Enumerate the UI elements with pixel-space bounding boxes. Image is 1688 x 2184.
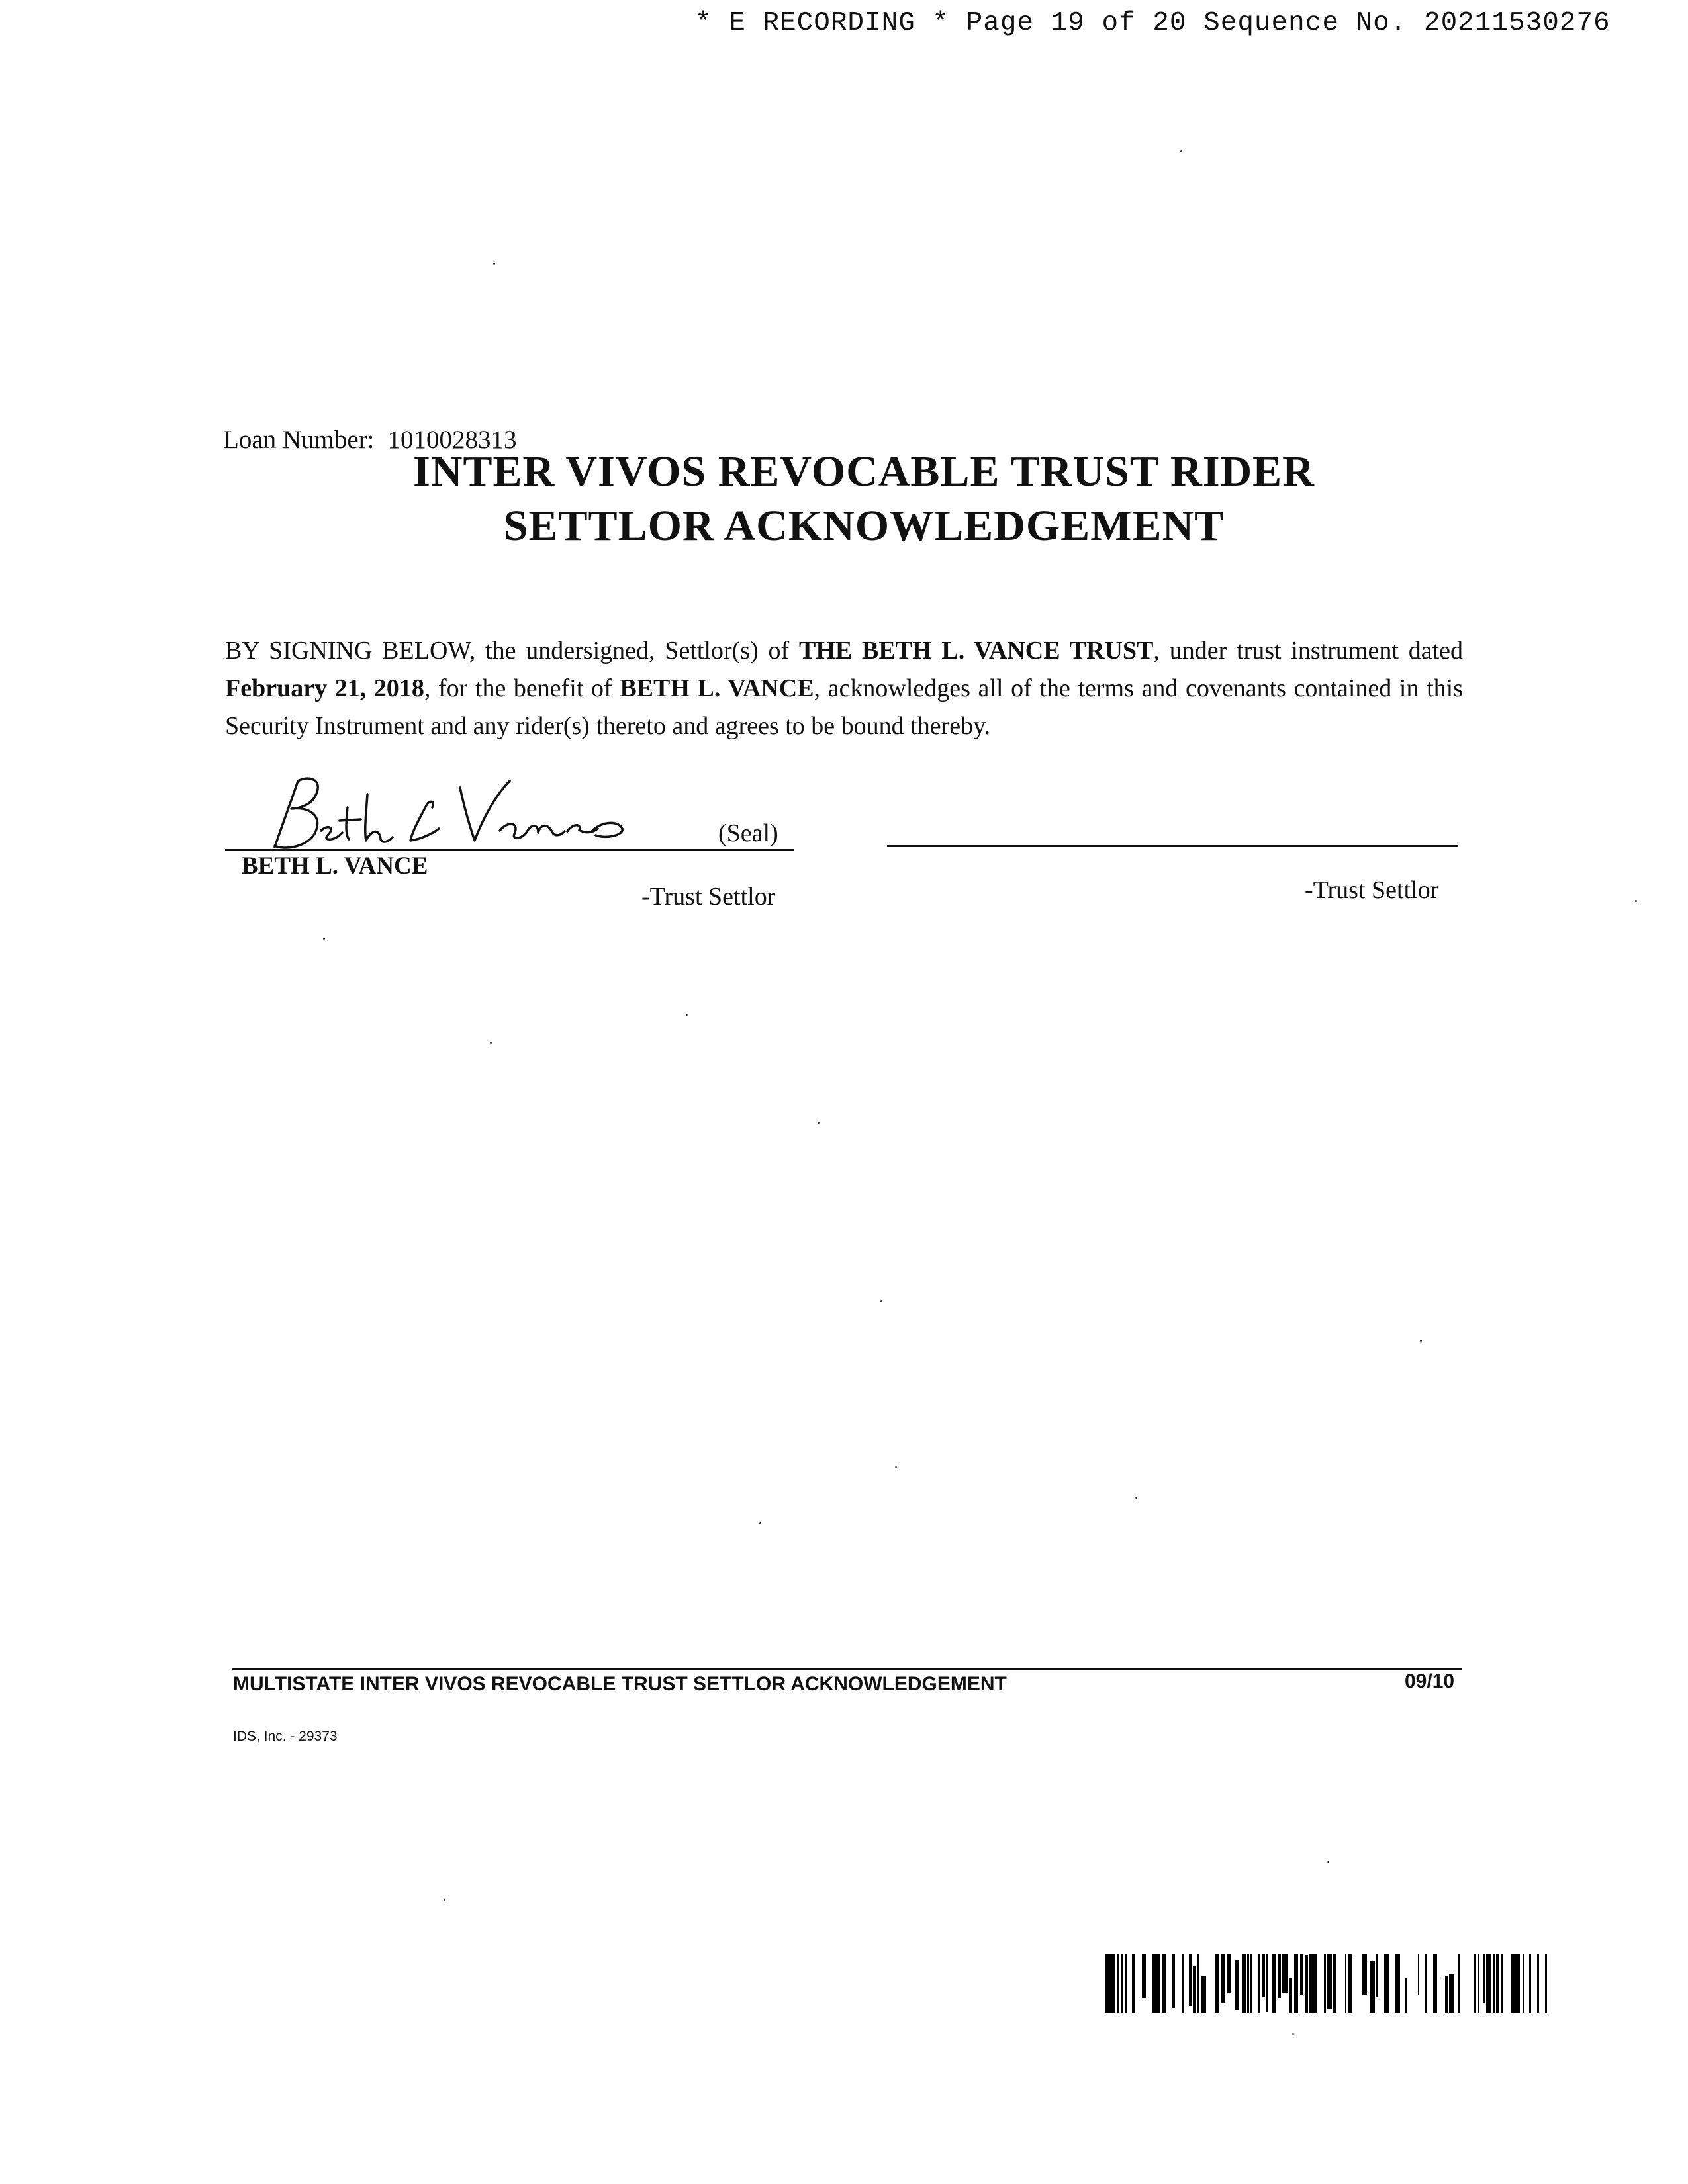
- barcode-bar: [1294, 1954, 1298, 2013]
- barcode-bar: [1545, 1954, 1547, 2013]
- barcode-bar: [1370, 1961, 1375, 2013]
- barcode-bar: [1425, 1954, 1427, 2013]
- barcode-bar: [1345, 1954, 1346, 2013]
- barcode-bar: [1250, 1954, 1252, 2013]
- barcode-bar: [1474, 1954, 1476, 2013]
- scan-speck: [895, 1466, 897, 1468]
- paragraph-text-1: BY SIGNING BELOW, the undersigned, Settlor(s) of: [225, 637, 799, 664]
- barcode-bar: [1327, 1954, 1332, 2009]
- recording-header: * E RECORDING * Page 19 of 20 Sequence No. 20211530276: [695, 8, 1611, 38]
- barcode-bar: [1395, 1954, 1400, 2013]
- document-title-line-2: SETTLOR ACKNOWLEDGEMENT: [503, 502, 1225, 550]
- barcode-bar: [1445, 1976, 1448, 2013]
- loan-number-value: 1010028313: [387, 426, 517, 454]
- handwritten-signature: [261, 768, 645, 860]
- barcode-bar: [1501, 1954, 1503, 2013]
- footer-ids-number: IDS, Inc. - 29373: [233, 1729, 338, 1744]
- scan-speck: [444, 1899, 445, 1901]
- barcode-bar: [1376, 1954, 1378, 1997]
- paragraph-text-2: , under trust instrument dated: [1153, 637, 1463, 664]
- barcode-bar: [1418, 1954, 1419, 1995]
- barcode-bar: [1493, 1954, 1495, 2013]
- scan-speck: [1135, 1497, 1137, 1499]
- barcode-bar: [1350, 1954, 1352, 2013]
- barcode-bar: [1215, 1954, 1219, 2013]
- barcode-bar: [1537, 1954, 1539, 2013]
- seal-label: (Seal): [718, 819, 778, 847]
- barcode-bar: [1282, 1954, 1288, 1993]
- footer-rule: [232, 1668, 1462, 1670]
- barcode-bar: [1242, 1954, 1246, 2013]
- barcode-bar: [1289, 1978, 1292, 2013]
- trust-settlor-label-left: -Trust Settlor: [641, 883, 776, 911]
- barcode-bar: [1193, 1966, 1196, 2013]
- scan-speck: [759, 1522, 761, 1524]
- barcode-bar: [1348, 1954, 1350, 2013]
- barcode-bar: [1309, 1954, 1315, 2013]
- footer-form-title: MULTISTATE INTER VIVOS REVOCABLE TRUST SETTLOR ACKNOWLEDGEMENT: [233, 1673, 1007, 1695]
- barcode-bar: [1235, 1960, 1239, 2010]
- paragraph-text-4: , acknowledges all of the terms and covenants contained in this Security Instrument and any rider(s) thereto and agrees to be bound thereby.: [225, 674, 1463, 740]
- barcode-bar: [1258, 1954, 1260, 2013]
- barcode-bar: [1125, 1954, 1127, 2013]
- barcode-bar: [1305, 1955, 1308, 2013]
- trust-date: February 21, 2018: [225, 674, 424, 702]
- trust-settlor-label-right: -Trust Settlor: [1305, 876, 1439, 904]
- barcode-icon: [1105, 1954, 1556, 2013]
- scan-speck: [490, 1042, 492, 1044]
- barcode-bar: [1121, 1954, 1123, 2013]
- barcode-bar: [1300, 1954, 1303, 1995]
- scan-speck: [818, 1122, 820, 1124]
- scan-speck: [880, 1300, 882, 1302]
- trust-name: THE BETH L. VANCE TRUST: [798, 637, 1154, 664]
- scan-speck: [1420, 1340, 1422, 1342]
- barcode-bar: [1162, 1954, 1164, 2013]
- barcode-bar: [1227, 1954, 1231, 1993]
- acknowledgement-paragraph: [225, 632, 1463, 745]
- barcode-bar: [1529, 1954, 1531, 2013]
- scan-speck: [1180, 150, 1182, 152]
- barcode-bar: [1154, 1954, 1160, 2013]
- barcode-bar: [1272, 1954, 1276, 2013]
- barcode-bar: [1433, 1954, 1437, 2013]
- barcode-bar: [1523, 1954, 1524, 2013]
- barcode-bar: [1105, 1954, 1115, 2013]
- barcode-bar: [1486, 1954, 1491, 2013]
- signature-line-right: [887, 845, 1458, 847]
- signature-line-left: [225, 849, 794, 851]
- barcode-bar: [1324, 1954, 1326, 2013]
- barcode-bar: [1278, 1954, 1281, 1998]
- barcode-bar: [1315, 1954, 1317, 2013]
- scan-speck: [686, 1014, 688, 1016]
- signer-name: BETH L. VANCE: [242, 852, 428, 880]
- barcode-bar: [1458, 1954, 1460, 2013]
- barcode-bar: [1511, 1954, 1520, 2013]
- barcode-bar: [1189, 1954, 1192, 2006]
- document-title-line-1: INTER VIVOS REVOCABLE TRUST RIDER: [413, 447, 1315, 496]
- barcode-bar: [1362, 1954, 1367, 1995]
- footer-form-code: 09/10: [1405, 1670, 1455, 1692]
- barcode-bar: [1262, 1954, 1265, 1997]
- barcode-bar: [1152, 1954, 1154, 2013]
- scan-speck: [323, 938, 325, 940]
- barcode-bar: [1164, 1954, 1166, 2013]
- barcode-bar: [1132, 1954, 1135, 2013]
- barcode-bar: [1333, 1954, 1336, 2013]
- barcode-bar: [1496, 1954, 1499, 2013]
- barcode-bar: [1172, 1954, 1175, 2008]
- barcode-bar: [1384, 1954, 1389, 2013]
- loan-number-label: Loan Number:: [223, 426, 375, 454]
- barcode-bar: [1483, 1954, 1485, 2003]
- paragraph-text-3: , for the benefit of: [424, 674, 620, 702]
- barcode-bar: [1221, 1954, 1225, 2003]
- scan-speck: [1635, 900, 1637, 902]
- barcode-bar: [1117, 1954, 1119, 2013]
- barcode-bar: [1266, 1954, 1268, 2012]
- scan-speck: [1292, 2033, 1294, 2035]
- barcode-bar: [1478, 1954, 1479, 2013]
- beneficiary-name: BETH L. VANCE: [620, 674, 814, 702]
- barcode-bar: [1197, 1954, 1199, 2013]
- barcode-bar: [1405, 1978, 1407, 2013]
- barcode-bar: [1201, 1976, 1206, 2013]
- barcode-bar: [1142, 1954, 1146, 1998]
- barcode-bar: [1247, 1954, 1249, 2013]
- barcode-bar: [1182, 1954, 1184, 2013]
- barcode-bar: [1449, 1974, 1454, 2013]
- scan-speck: [1327, 1861, 1329, 1863]
- scan-speck: [493, 263, 495, 265]
